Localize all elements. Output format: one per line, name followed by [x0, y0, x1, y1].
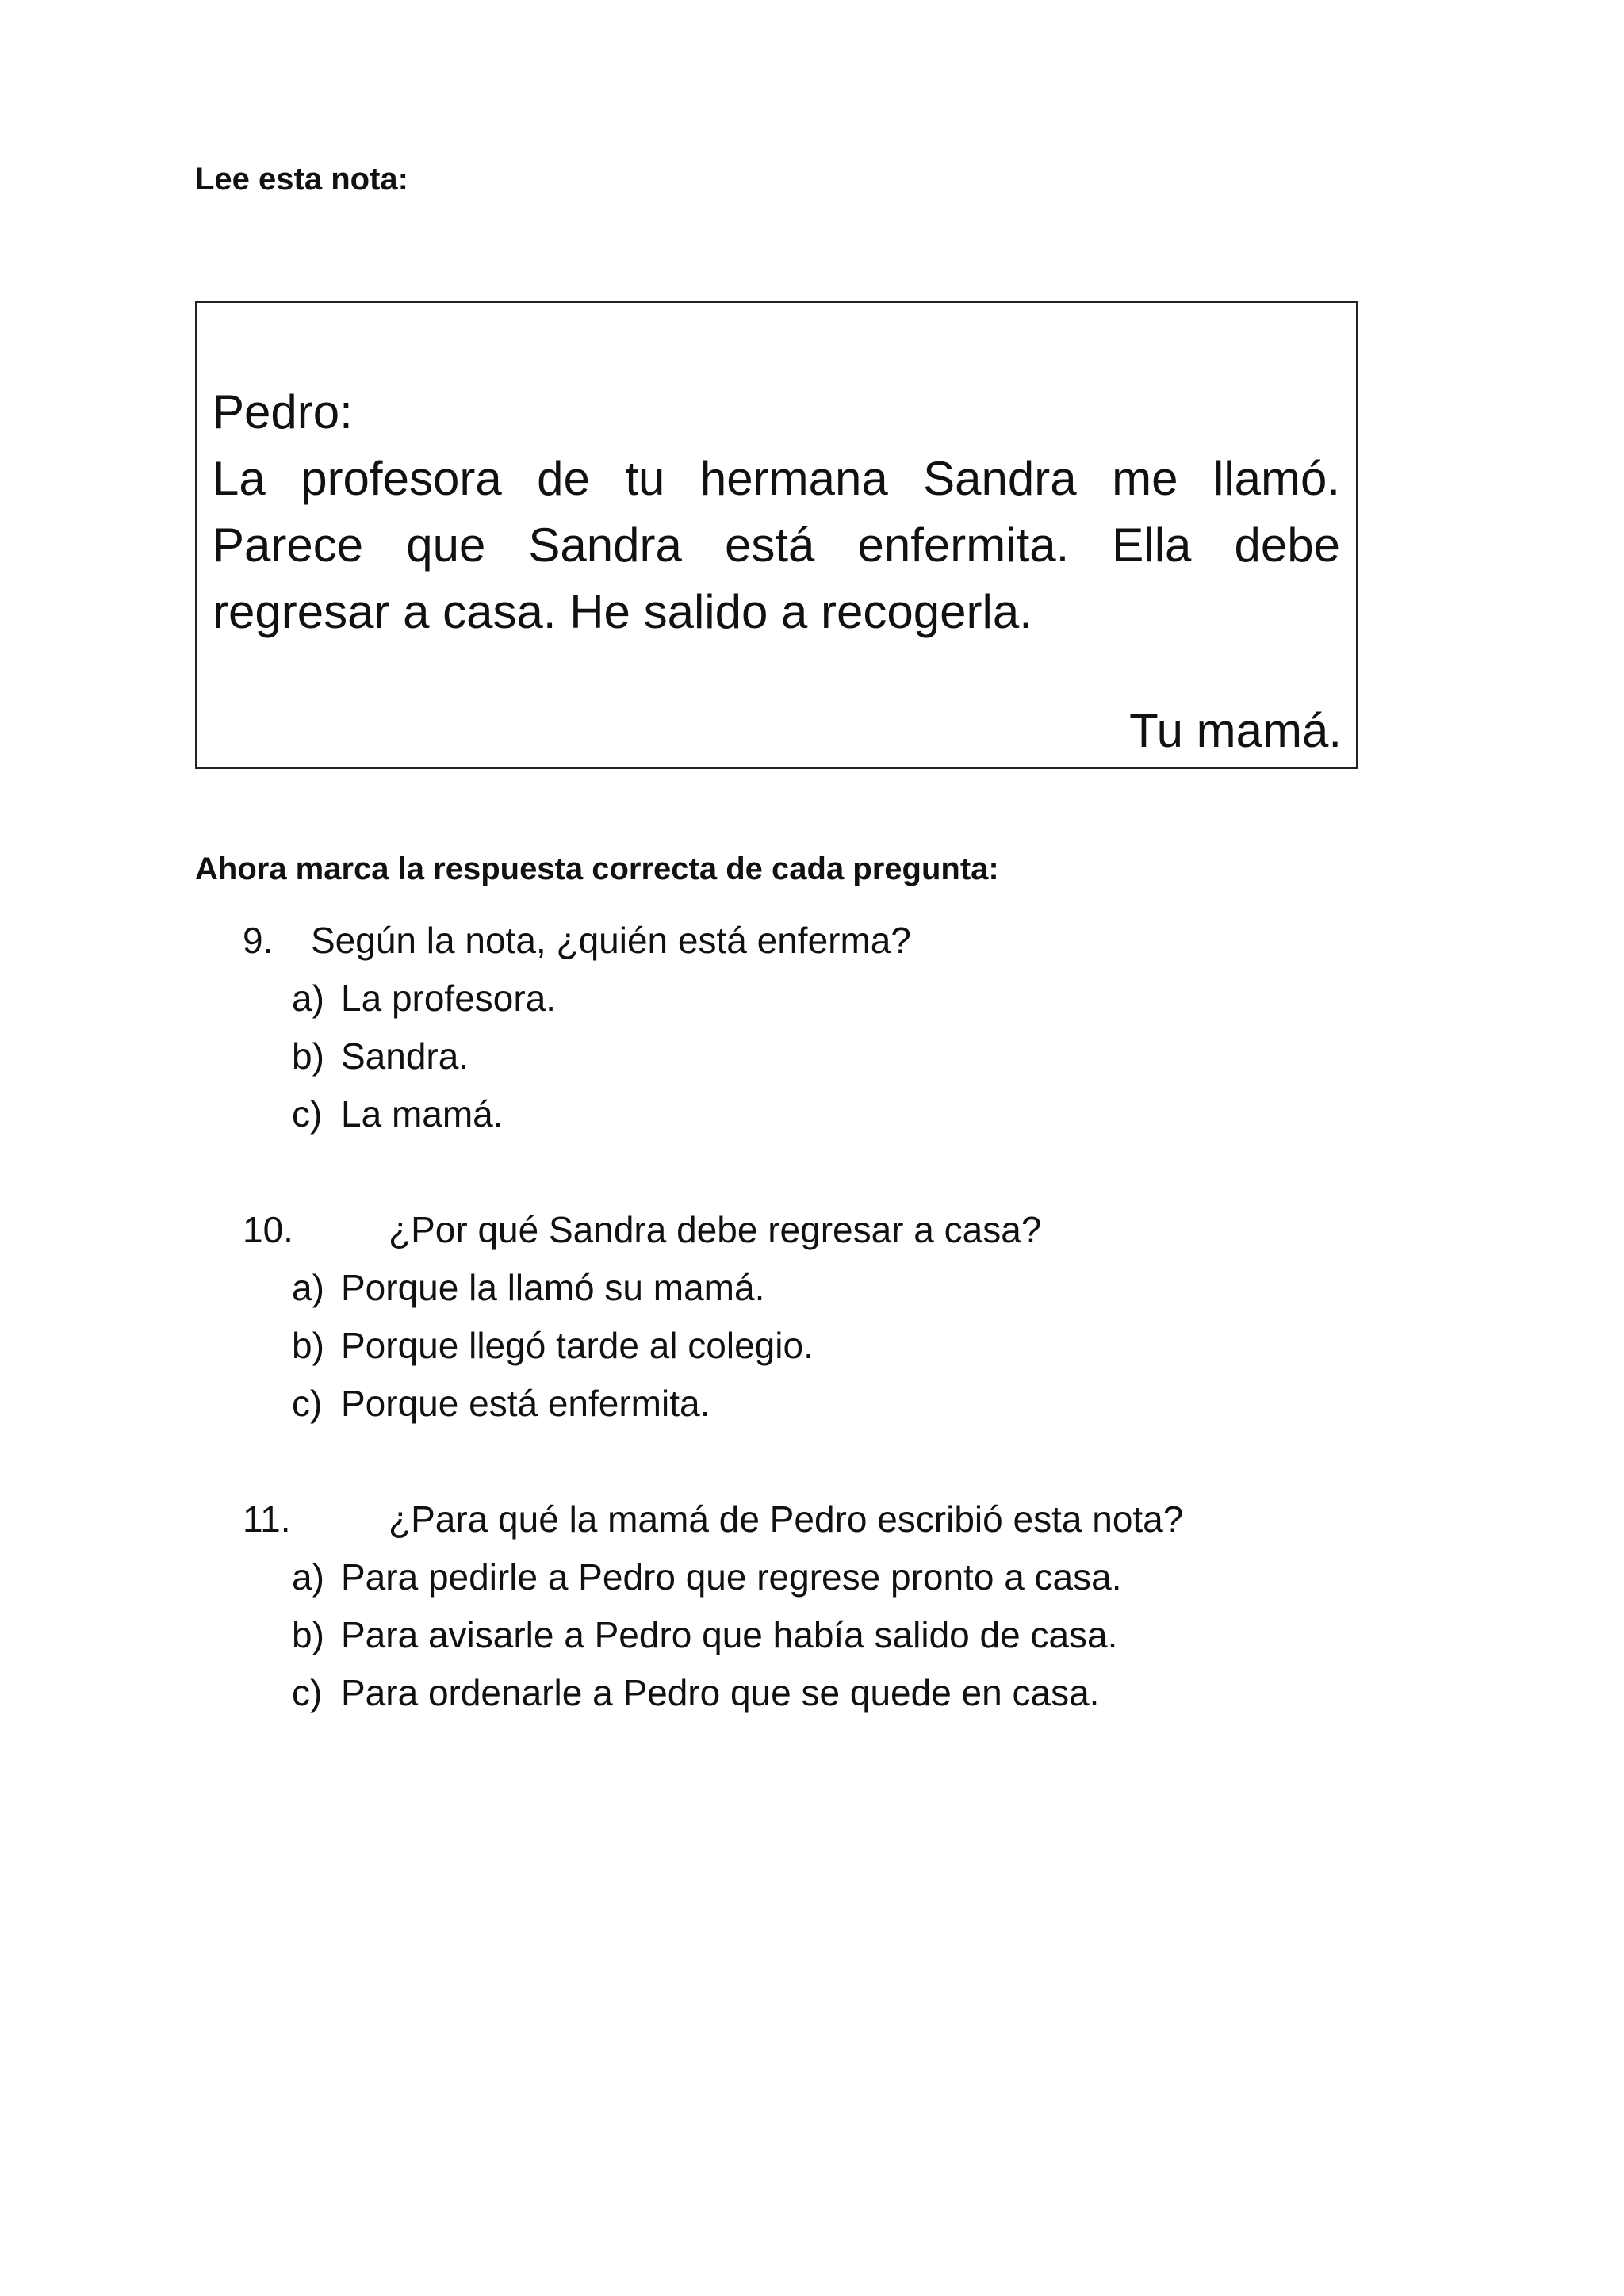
answer-option-b[interactable]	[243, 1317, 1432, 1375]
question-text: ¿Para qué la mamá de Pedro escribió esta nota?	[389, 1498, 1184, 1540]
question-11	[243, 1490, 1432, 1722]
option-letter: c)	[292, 1093, 323, 1135]
option-letter: a)	[292, 978, 324, 1019]
option-letter: b)	[292, 1325, 324, 1366]
option-letter: c)	[292, 1672, 323, 1713]
note-content	[213, 379, 1340, 645]
answer-options	[243, 1548, 1432, 1722]
option-letter: b)	[292, 1614, 324, 1655]
option-text: Para avisarle a Pedro que había salido de casa.	[341, 1614, 1118, 1655]
option-text: Para ordenarle a Pedro que se quede en casa.	[341, 1672, 1100, 1713]
option-letter: a)	[292, 1267, 324, 1308]
option-text: Porque está enfermita.	[341, 1383, 710, 1424]
question-text: ¿Por qué Sandra debe regresar a casa?	[389, 1209, 1042, 1250]
note-signature: Tu mamá.	[1129, 704, 1342, 757]
question-line: 9. Según la nota, ¿quién está enferma?	[243, 912, 1432, 970]
answer-option-a[interactable]	[243, 1548, 1432, 1606]
question-10	[243, 1201, 1432, 1433]
answer-option-b[interactable]	[243, 1606, 1432, 1664]
question-9	[243, 912, 1432, 1143]
answer-option-a[interactable]	[243, 970, 1432, 1027]
answer-option-b[interactable]	[243, 1027, 1432, 1085]
option-letter: a)	[292, 1556, 324, 1598]
instructions-heading: Ahora marca la respuesta correcta de cada pregunta:	[195, 851, 999, 886]
answer-option-c[interactable]	[243, 1664, 1432, 1722]
option-text: Para pedirle a Pedro que regrese pronto a casa.	[341, 1556, 1122, 1598]
option-letter: c)	[292, 1383, 323, 1424]
note-box	[195, 301, 1358, 769]
question-text: Según la nota, ¿quién está enferma?	[311, 920, 911, 961]
answer-options	[243, 970, 1432, 1143]
option-text: Porque llegó tarde al colegio.	[341, 1325, 814, 1366]
answer-option-c[interactable]	[243, 1375, 1432, 1433]
question-line: 10. ¿Por qué Sandra debe regresar a casa?	[243, 1201, 1432, 1259]
answer-options	[243, 1259, 1432, 1433]
option-text: La mamá.	[341, 1093, 504, 1135]
question-line: 11. ¿Para qué la mamá de Pedro escribió esta nota?	[243, 1490, 1432, 1548]
answer-option-a[interactable]	[243, 1259, 1432, 1317]
note-body: La profesora de tu hermana Sandra me llamó. Parece que Sandra está enfermita. Ella debe regresar a casa. He salido a recogerla.	[213, 452, 1340, 638]
answer-option-c[interactable]	[243, 1085, 1432, 1143]
option-letter: b)	[292, 1035, 324, 1077]
intro-heading: Lee esta nota:	[195, 162, 408, 197]
option-text: La profesora.	[341, 978, 557, 1019]
option-text: Sandra.	[341, 1035, 469, 1077]
option-text: Porque la llamó su mamá.	[341, 1267, 765, 1308]
note-greeting: Pedro:	[213, 385, 353, 438]
question-list	[243, 912, 1432, 1780]
